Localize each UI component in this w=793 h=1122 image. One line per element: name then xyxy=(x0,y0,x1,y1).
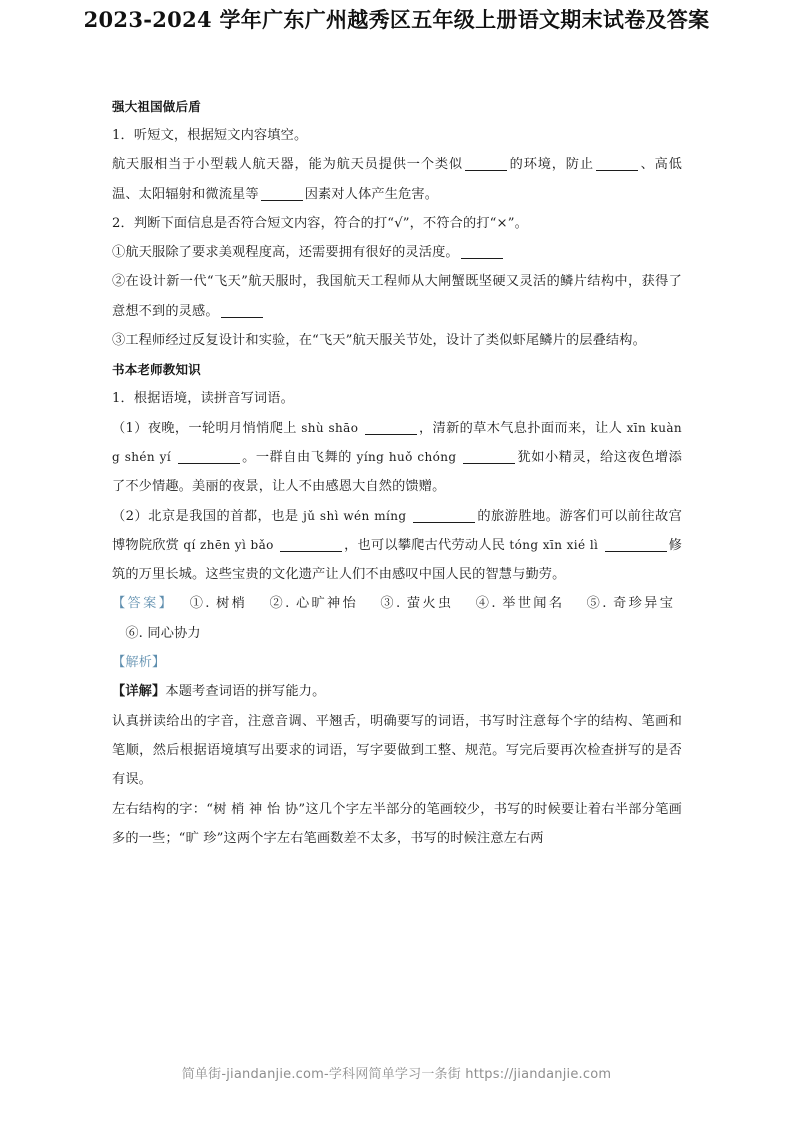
fill-paragraph xyxy=(112,326,682,355)
paragraph-text: （2）北京是我国的首都，也是 xyxy=(112,508,299,524)
fill-in-blank[interactable] xyxy=(261,200,303,201)
question-number: 1． xyxy=(112,128,134,143)
fill-in-blank[interactable] xyxy=(178,463,240,464)
fill-in-blank[interactable] xyxy=(365,434,417,435)
paragraph-text: 修筑的万里长城。这些宝贵的文化遗产让人们不由感叹中国人民的智慧与勤劳。 xyxy=(112,537,683,583)
pinyin-hint: tóng xīn xié lì xyxy=(505,537,603,552)
analysis-detail-lead-text: 本题考查词语的拼写能力。 xyxy=(165,684,326,700)
paragraph-text: 因素对人体产生危害。 xyxy=(304,186,439,202)
fill-paragraph xyxy=(112,238,682,267)
analysis-paragraph: 左右结构的字：“树 梢 神 怡 协”这几个字左半部分的笔画较少，书写的时候要让着右半部分笔画多的一些；“旷 珍”这两个字左右笔画数差不太多，书写的时候注意左右两 xyxy=(112,801,682,846)
fill-in-blank[interactable] xyxy=(465,170,507,171)
fill-in-blank[interactable] xyxy=(413,522,475,523)
fill-paragraph xyxy=(112,502,682,590)
paragraph-text: 犹如小精灵，给这夜色增添了不少情趣。美丽的夜景，让人不由感恩大自然的馈赠。 xyxy=(112,449,682,495)
pinyin-hint: yíng huǒ chóng xyxy=(352,449,462,464)
fill-in-blank[interactable] xyxy=(596,170,638,171)
paragraph-text: 。一群自由飞舞的 xyxy=(241,449,353,465)
pinyin-hint: shù shāo xyxy=(296,420,363,435)
analysis-label: 【解析】 xyxy=(112,655,166,671)
question-text: 根据语境，读拼音写词语。 xyxy=(133,391,294,407)
answer-item: ⑤. 奇珍异宝 xyxy=(571,596,683,612)
fill-in-blank[interactable] xyxy=(280,551,342,552)
question-number: 2． xyxy=(112,215,134,231)
question-text: 判断下面信息是否符合短文内容，符合的打“√”，不符合的打“×”。 xyxy=(133,215,528,231)
section-heading: 书本老师教知识 xyxy=(112,362,201,378)
paragraph-text: 、高低温、太阳辐射和微流星等 xyxy=(112,157,683,202)
paragraph-text: ③工程师经过反复设计和实验，在“飞天”航天服关节处，设计了类似虾尾鳞片的层叠结构。 xyxy=(112,333,646,349)
answer-item: ④. 举世闻名 xyxy=(460,596,572,612)
answer-item: ②. 心旷神怡 xyxy=(253,596,365,612)
fill-in-blank[interactable] xyxy=(605,551,667,552)
question-number: 1． xyxy=(112,391,134,407)
paragraph-text: ，清新的草木气息扑面而来，让人 xyxy=(418,420,623,436)
section-heading: 强大祖国做后盾 xyxy=(112,99,201,114)
document-body xyxy=(112,92,682,853)
analysis-paragraph: 认真拼读给出的字音，注意音调、平翘舌，明确要写的词语，书写时注意每个字的结构、笔画和笔顺，然后根据语境填写出要求的词语，写字要做到工整、规范。写完后要再次检查拼写的是否有误。 xyxy=(112,713,682,788)
paragraph-text: 的旅游胜地。游客们可以前往故宫博物院欣赏 xyxy=(112,508,682,553)
analysis-label-row xyxy=(112,648,682,677)
paragraph-text: ，也可以攀爬古代劳动人民 xyxy=(344,537,506,553)
fill-in-blank[interactable] xyxy=(461,258,503,259)
fill-paragraph xyxy=(112,150,682,209)
footer-watermark: 简单街-jiandanjie.com-学科网简单学习一条街 https://jiandanjie.com xyxy=(181,1067,612,1082)
question-line xyxy=(112,121,682,150)
answer-label: 【答案】 xyxy=(112,596,175,612)
fill-in-blank[interactable] xyxy=(221,317,263,318)
fill-paragraph xyxy=(112,414,682,502)
answer-block xyxy=(112,589,682,648)
page-title: 2023-2024 学年广东广州越秀区五年级上册语文期末试卷及答案 xyxy=(83,7,710,32)
paragraph-text: 的环境，防止 xyxy=(508,157,594,173)
paragraph-text: 航天服相当于小型载人航天器，能为航天员提供一个类似 xyxy=(112,157,463,173)
fill-in-blank[interactable] xyxy=(463,463,515,464)
answer-item: ①. 树梢 xyxy=(174,596,254,612)
question-line xyxy=(112,384,682,413)
analysis-detail-label: 【详解】 xyxy=(112,684,166,700)
paragraph-text: ①航天服除了要求美观程度高，还需要拥有很好的灵活度。 xyxy=(112,245,459,261)
answer-item: ③. 萤火虫 xyxy=(364,596,461,612)
pinyin-hint: qí zhēn yì bǎo xyxy=(179,537,279,552)
fill-paragraph xyxy=(112,267,682,326)
pinyin-hint: xīn kuàng shén yí xyxy=(112,420,683,464)
question-text: 听短文，根据短文内容填空。 xyxy=(133,128,308,143)
question-line xyxy=(112,209,682,238)
analysis-detail-lead-row xyxy=(112,677,682,706)
pinyin-hint: jǔ shì wén míng xyxy=(298,508,411,523)
paragraph-text: ②在设计新一代“飞天”航天服时，我国航天工程师从大闸蟹既坚硬又灵活的鳞片结构中，获得了意想不到的灵感。 xyxy=(112,274,682,319)
title-spacer xyxy=(0,40,793,74)
answer-item: ⑥. 同心协力 xyxy=(112,625,208,641)
paragraph-text: （1）夜晚，一轮明月悄悄爬上 xyxy=(112,420,297,436)
